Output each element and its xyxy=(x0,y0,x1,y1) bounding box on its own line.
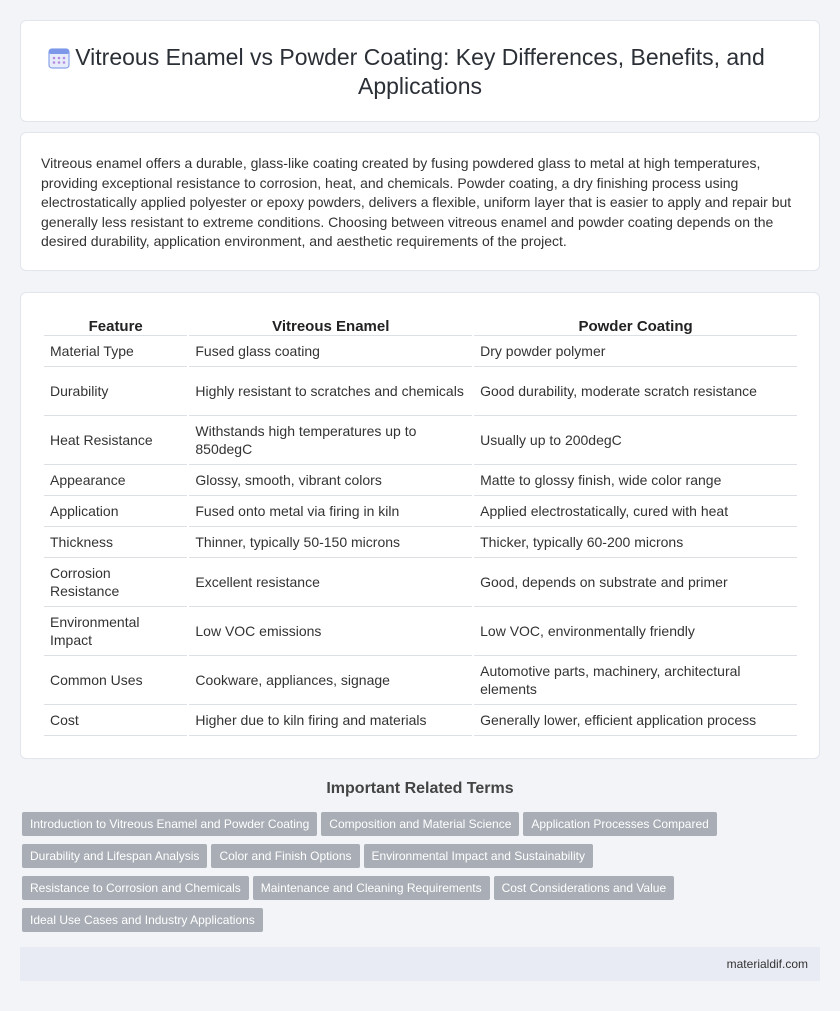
intro-paragraph: Vitreous enamel offers a durable, glass-like coating created by fusing powdered glass to metal at high temperatures, providing exceptional resistance to corrosion, heat, and chemicals. Powder coating, a dry finishing process using electrostatically applied polyester or epoxy powders, delivers a flexible, uniform layer that is easier to apply and repair but generally less resistant to extreme conditions. Choosing between vitreous enamel and powder coating depends on the desired durability, application environment, and aesthetic requirements of the project. xyxy=(41,155,792,249)
related-term-tag[interactable]: Color and Finish Options xyxy=(211,844,359,868)
related-term-tag[interactable]: Resistance to Corrosion and Chemicals xyxy=(22,876,249,900)
related-term-tag[interactable]: Durability and Lifespan Analysis xyxy=(22,844,207,868)
table-row xyxy=(44,558,797,607)
column-header-powder-coating: Powder Coating xyxy=(474,315,797,336)
feature-cell: Material Type xyxy=(44,336,187,367)
feature-cell: Thickness xyxy=(44,527,187,558)
feature-cell: Common Uses xyxy=(44,656,187,705)
feature-cell: Durability xyxy=(44,367,187,416)
powder-cell: Usually up to 200degC xyxy=(474,416,797,465)
related-term-tag[interactable]: Application Processes Compared xyxy=(523,812,716,836)
table-row xyxy=(44,465,797,496)
enamel-cell: Withstands high temperatures up to 850degC xyxy=(189,416,472,465)
footer xyxy=(20,947,820,981)
column-header-feature: Feature xyxy=(44,315,187,336)
table-row xyxy=(44,607,797,656)
powder-cell: Good, depends on substrate and primer xyxy=(474,558,797,607)
enamel-cell: Fused glass coating xyxy=(189,336,472,367)
enamel-cell: Low VOC emissions xyxy=(189,607,472,656)
related-term-tag[interactable]: Composition and Material Science xyxy=(321,812,519,836)
powder-cell: Generally lower, efficient application process xyxy=(474,705,797,736)
enamel-cell: Thinner, typically 50-150 microns xyxy=(189,527,472,558)
enamel-cell: Highly resistant to scratches and chemicals xyxy=(189,367,472,416)
intro-card xyxy=(20,132,820,271)
table-row xyxy=(44,416,797,465)
comparison-table xyxy=(42,315,799,736)
powder-cell: Dry powder polymer xyxy=(474,336,797,367)
enamel-cell: Higher due to kiln firing and materials xyxy=(189,705,472,736)
feature-cell: Heat Resistance xyxy=(44,416,187,465)
related-terms-list xyxy=(22,812,782,940)
powder-cell: Matte to glossy finish, wide color range xyxy=(474,465,797,496)
feature-cell: Corrosion Resistance xyxy=(44,558,187,607)
related-term-tag[interactable]: Introduction to Vitreous Enamel and Powder Coating xyxy=(22,812,317,836)
column-header-vitreous-enamel: Vitreous Enamel xyxy=(189,315,472,336)
powder-cell: Low VOC, environmentally friendly xyxy=(474,607,797,656)
related-term-tag[interactable]: Ideal Use Cases and Industry Applications xyxy=(22,908,263,932)
table-row xyxy=(44,656,797,705)
footer-site-link[interactable]: materialdif.com xyxy=(726,957,808,971)
feature-cell: Application xyxy=(44,496,187,527)
powder-cell: Thicker, typically 60-200 microns xyxy=(474,527,797,558)
enamel-cell: Glossy, smooth, vibrant colors xyxy=(189,465,472,496)
enamel-cell: Cookware, appliances, signage xyxy=(189,656,472,705)
enamel-cell: Excellent resistance xyxy=(189,558,472,607)
powder-cell: Automotive parts, machinery, architectural elements xyxy=(474,656,797,705)
table-row xyxy=(44,336,797,367)
table-row xyxy=(44,496,797,527)
feature-cell: Environmental Impact xyxy=(44,607,187,656)
powder-cell: Applied electrostatically, cured with heat xyxy=(474,496,797,527)
page-title: Vitreous Enamel vs Powder Coating: Key Differences, Benefits, and Applications xyxy=(75,44,765,99)
feature-cell: Appearance xyxy=(44,465,187,496)
related-term-tag[interactable]: Cost Considerations and Value xyxy=(494,876,675,900)
powder-cell: Good durability, moderate scratch resistance xyxy=(474,367,797,416)
comparison-table-card xyxy=(20,292,820,759)
feature-cell: Cost xyxy=(44,705,187,736)
table-header-row xyxy=(44,315,797,336)
table-row xyxy=(44,527,797,558)
title-card xyxy=(20,20,820,122)
enamel-cell: Fused onto metal via firing in kiln xyxy=(189,496,472,527)
table-row xyxy=(44,367,797,416)
related-term-tag[interactable]: Environmental Impact and Sustainability xyxy=(364,844,593,868)
table-row xyxy=(44,705,797,736)
related-term-tag[interactable]: Maintenance and Cleaning Requirements xyxy=(253,876,490,900)
related-terms-heading: Important Related Terms xyxy=(326,780,514,797)
